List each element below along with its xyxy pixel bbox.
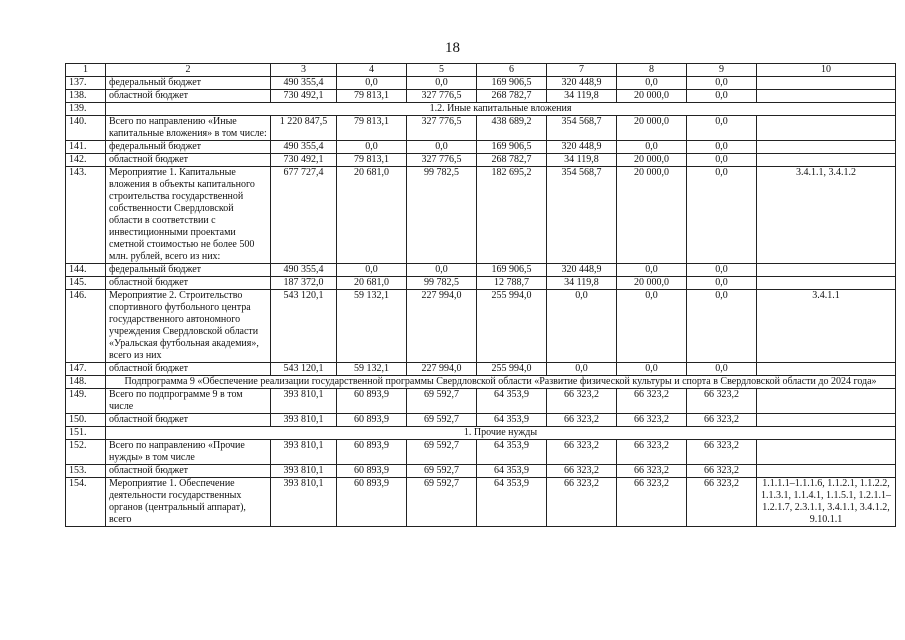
amount-cell: 64 353,9 xyxy=(477,465,547,478)
amount-cell: 327 776,5 xyxy=(407,90,477,103)
section-row xyxy=(66,103,896,116)
amount-cell: 64 353,9 xyxy=(477,440,547,465)
target-indicator-cell xyxy=(757,440,896,465)
amount-cell: 0,0 xyxy=(617,264,687,277)
header-cell: 10 xyxy=(757,64,896,77)
table-row xyxy=(66,414,896,427)
page-number: 18 xyxy=(445,40,460,56)
amount-cell: 490 355,4 xyxy=(271,141,337,154)
amount-cell: 393 810,1 xyxy=(271,389,337,414)
row-number: 144. xyxy=(66,264,106,277)
target-indicator-cell: 3.4.1.1 xyxy=(757,290,896,363)
amount-cell: 182 695,2 xyxy=(477,167,547,264)
amount-cell: 12 788,7 xyxy=(477,277,547,290)
row-number: 149. xyxy=(66,389,106,414)
amount-cell: 66 323,2 xyxy=(547,478,617,527)
amount-cell: 20 000,0 xyxy=(617,167,687,264)
amount-cell: 20 681,0 xyxy=(337,277,407,290)
row-description: Всего по подпрограмме 9 в том числе xyxy=(106,389,271,414)
amount-cell: 66 323,2 xyxy=(687,389,757,414)
row-description: Мероприятие 2. Строительство спортивного футбольного центра государственного автономного учреждения Свердловской области «Уральская футбольная академия», всего из них xyxy=(106,290,271,363)
row-description: Мероприятие 1. Обеспечение деятельности государственных органов (центральный аппарат), всего xyxy=(106,478,271,527)
amount-cell: 0,0 xyxy=(337,264,407,277)
amount-cell: 66 323,2 xyxy=(617,389,687,414)
amount-cell: 393 810,1 xyxy=(271,440,337,465)
table-row xyxy=(66,363,896,376)
amount-cell: 66 323,2 xyxy=(687,465,757,478)
row-number: 151. xyxy=(66,427,106,440)
amount-cell: 60 893,9 xyxy=(337,414,407,427)
amount-cell: 0,0 xyxy=(617,77,687,90)
target-indicator-cell xyxy=(757,363,896,376)
row-description: областной бюджет xyxy=(106,154,271,167)
row-number: 150. xyxy=(66,414,106,427)
amount-cell: 0,0 xyxy=(687,90,757,103)
section-row xyxy=(66,427,896,440)
amount-cell: 327 776,5 xyxy=(407,154,477,167)
amount-cell: 0,0 xyxy=(407,141,477,154)
amount-cell: 79 813,1 xyxy=(337,90,407,103)
amount-cell: 320 448,9 xyxy=(547,141,617,154)
amount-cell: 169 906,5 xyxy=(477,77,547,90)
row-description: федеральный бюджет xyxy=(106,77,271,90)
row-number: 137. xyxy=(66,77,106,90)
amount-cell: 0,0 xyxy=(617,141,687,154)
amount-cell: 99 782,5 xyxy=(407,167,477,264)
target-indicator-cell xyxy=(757,77,896,90)
amount-cell: 66 323,2 xyxy=(547,389,617,414)
target-indicator-cell xyxy=(757,90,896,103)
amount-cell: 255 994,0 xyxy=(477,363,547,376)
amount-cell: 20 000,0 xyxy=(617,277,687,290)
table-row xyxy=(66,389,896,414)
amount-cell: 34 119,8 xyxy=(547,277,617,290)
table-row xyxy=(66,77,896,90)
amount-cell: 490 355,4 xyxy=(271,77,337,90)
row-description: областной бюджет xyxy=(106,414,271,427)
amount-cell: 20 000,0 xyxy=(617,116,687,141)
amount-cell: 320 448,9 xyxy=(547,77,617,90)
row-number: 147. xyxy=(66,363,106,376)
amount-cell: 60 893,9 xyxy=(337,465,407,478)
amount-cell: 227 994,0 xyxy=(407,290,477,363)
amount-cell: 0,0 xyxy=(407,77,477,90)
table-row xyxy=(66,277,896,290)
row-description: федеральный бюджет xyxy=(106,264,271,277)
budget-table xyxy=(65,63,896,527)
amount-cell: 20 681,0 xyxy=(337,167,407,264)
amount-cell: 187 372,0 xyxy=(271,277,337,290)
amount-cell: 69 592,7 xyxy=(407,440,477,465)
amount-cell: 1 220 847,5 xyxy=(271,116,337,141)
header-cell: 7 xyxy=(547,64,617,77)
section-title: 1. Прочие нужды xyxy=(106,427,896,440)
header-cell: 8 xyxy=(617,64,687,77)
row-description: областной бюджет xyxy=(106,465,271,478)
row-number: 141. xyxy=(66,141,106,154)
row-number: 142. xyxy=(66,154,106,167)
amount-cell: 79 813,1 xyxy=(337,154,407,167)
amount-cell: 393 810,1 xyxy=(271,478,337,527)
amount-cell: 677 727,4 xyxy=(271,167,337,264)
header-cell: 9 xyxy=(687,64,757,77)
amount-cell: 69 592,7 xyxy=(407,478,477,527)
amount-cell: 69 592,7 xyxy=(407,389,477,414)
amount-cell: 0,0 xyxy=(687,363,757,376)
header-cell: 4 xyxy=(337,64,407,77)
target-indicator-cell xyxy=(757,264,896,277)
row-number: 153. xyxy=(66,465,106,478)
row-number: 146. xyxy=(66,290,106,363)
amount-cell: 0,0 xyxy=(337,77,407,90)
amount-cell: 66 323,2 xyxy=(617,440,687,465)
target-indicator-cell: 1.1.1.1–1.1.1.6, 1.1.2.1, 1.1.2.2, 1.1.3.1, 1.1.4.1, 1.1.5.1, 1.2.1.1–1.2.1.7, 2.3.1.1, 3.4.1.1, 3.4.1.2, 9.10.1.1 xyxy=(757,478,896,527)
amount-cell: 0,0 xyxy=(337,141,407,154)
row-description: областной бюджет xyxy=(106,90,271,103)
amount-cell: 0,0 xyxy=(687,116,757,141)
amount-cell: 0,0 xyxy=(687,277,757,290)
amount-cell: 60 893,9 xyxy=(337,440,407,465)
amount-cell: 730 492,1 xyxy=(271,90,337,103)
row-number: 154. xyxy=(66,478,106,527)
row-description: областной бюджет xyxy=(106,363,271,376)
amount-cell: 66 323,2 xyxy=(687,478,757,527)
row-number: 140. xyxy=(66,116,106,141)
table-row xyxy=(66,141,896,154)
amount-cell: 66 323,2 xyxy=(687,440,757,465)
amount-cell: 0,0 xyxy=(687,77,757,90)
amount-cell: 0,0 xyxy=(687,264,757,277)
header-cell: 3 xyxy=(271,64,337,77)
amount-cell: 490 355,4 xyxy=(271,264,337,277)
amount-cell: 64 353,9 xyxy=(477,478,547,527)
amount-cell: 66 323,2 xyxy=(617,478,687,527)
amount-cell: 0,0 xyxy=(687,167,757,264)
amount-cell: 393 810,1 xyxy=(271,465,337,478)
amount-cell: 66 323,2 xyxy=(547,465,617,478)
amount-cell: 327 776,5 xyxy=(407,116,477,141)
section-row xyxy=(66,376,896,389)
target-indicator-cell xyxy=(757,141,896,154)
amount-cell: 69 592,7 xyxy=(407,465,477,478)
table-row xyxy=(66,167,896,264)
amount-cell: 393 810,1 xyxy=(271,414,337,427)
amount-cell: 59 132,1 xyxy=(337,363,407,376)
amount-cell: 730 492,1 xyxy=(271,154,337,167)
amount-cell: 66 323,2 xyxy=(547,440,617,465)
amount-cell: 99 782,5 xyxy=(407,277,477,290)
table-row xyxy=(66,154,896,167)
amount-cell: 438 689,2 xyxy=(477,116,547,141)
table-row xyxy=(66,465,896,478)
amount-cell: 60 893,9 xyxy=(337,389,407,414)
amount-cell: 543 120,1 xyxy=(271,290,337,363)
table-row xyxy=(66,478,896,527)
amount-cell: 354 568,7 xyxy=(547,116,617,141)
header-cell: 5 xyxy=(407,64,477,77)
amount-cell: 227 994,0 xyxy=(407,363,477,376)
target-indicator-cell xyxy=(757,465,896,478)
amount-cell: 320 448,9 xyxy=(547,264,617,277)
row-description: Мероприятие 1. Капитальные вложения в объекты капитального строительства государственной собственности Свердловской области в соответствии с инвестиционными проектами сметной стоимостью не более 500 млн. рублей, всего из них: xyxy=(106,167,271,264)
amount-cell: 34 119,8 xyxy=(547,154,617,167)
amount-cell: 0,0 xyxy=(547,363,617,376)
column-number-header xyxy=(66,64,896,77)
target-indicator-cell xyxy=(757,154,896,167)
row-number: 138. xyxy=(66,90,106,103)
table-row xyxy=(66,290,896,363)
target-indicator-cell xyxy=(757,116,896,141)
target-indicator-cell xyxy=(757,414,896,427)
row-description: областной бюджет xyxy=(106,277,271,290)
amount-cell: 66 323,2 xyxy=(617,414,687,427)
row-description: Всего по направлению «Прочие нужды» в том числе xyxy=(106,440,271,465)
amount-cell: 255 994,0 xyxy=(477,290,547,363)
amount-cell: 0,0 xyxy=(617,363,687,376)
table-body xyxy=(66,64,896,527)
amount-cell: 66 323,2 xyxy=(617,465,687,478)
section-title: 1.2. Иные капитальные вложения xyxy=(106,103,896,116)
row-description: федеральный бюджет xyxy=(106,141,271,154)
amount-cell: 20 000,0 xyxy=(617,154,687,167)
amount-cell: 0,0 xyxy=(687,290,757,363)
row-number: 148. xyxy=(66,376,106,389)
section-title: Подпрограмма 9 «Обеспечение реализации государственной программы Свердловской области «Развитие физической культуры и спорта в Свердловской области до 2024 года» xyxy=(106,376,896,389)
row-number: 143. xyxy=(66,167,106,264)
amount-cell: 66 323,2 xyxy=(687,414,757,427)
row-number: 152. xyxy=(66,440,106,465)
amount-cell: 64 353,9 xyxy=(477,414,547,427)
amount-cell: 0,0 xyxy=(687,154,757,167)
amount-cell: 59 132,1 xyxy=(337,290,407,363)
row-number: 139. xyxy=(66,103,106,116)
amount-cell: 34 119,8 xyxy=(547,90,617,103)
amount-cell: 66 323,2 xyxy=(547,414,617,427)
amount-cell: 354 568,7 xyxy=(547,167,617,264)
table-row xyxy=(66,116,896,141)
table-row xyxy=(66,90,896,103)
amount-cell: 169 906,5 xyxy=(477,264,547,277)
amount-cell: 79 813,1 xyxy=(337,116,407,141)
target-indicator-cell xyxy=(757,277,896,290)
amount-cell: 0,0 xyxy=(547,290,617,363)
target-indicator-cell xyxy=(757,389,896,414)
amount-cell: 268 782,7 xyxy=(477,90,547,103)
target-indicator-cell: 3.4.1.1, 3.4.1.2 xyxy=(757,167,896,264)
row-description: Всего по направлению «Иные капитальные вложения» в том числе: xyxy=(106,116,271,141)
header-cell: 6 xyxy=(477,64,547,77)
amount-cell: 60 893,9 xyxy=(337,478,407,527)
header-cell: 1 xyxy=(66,64,106,77)
header-cell: 2 xyxy=(106,64,271,77)
table-row xyxy=(66,264,896,277)
amount-cell: 268 782,7 xyxy=(477,154,547,167)
amount-cell: 0,0 xyxy=(687,141,757,154)
amount-cell: 0,0 xyxy=(617,290,687,363)
table-row xyxy=(66,440,896,465)
amount-cell: 543 120,1 xyxy=(271,363,337,376)
amount-cell: 20 000,0 xyxy=(617,90,687,103)
amount-cell: 64 353,9 xyxy=(477,389,547,414)
row-number: 145. xyxy=(66,277,106,290)
amount-cell: 169 906,5 xyxy=(477,141,547,154)
amount-cell: 0,0 xyxy=(407,264,477,277)
amount-cell: 69 592,7 xyxy=(407,414,477,427)
